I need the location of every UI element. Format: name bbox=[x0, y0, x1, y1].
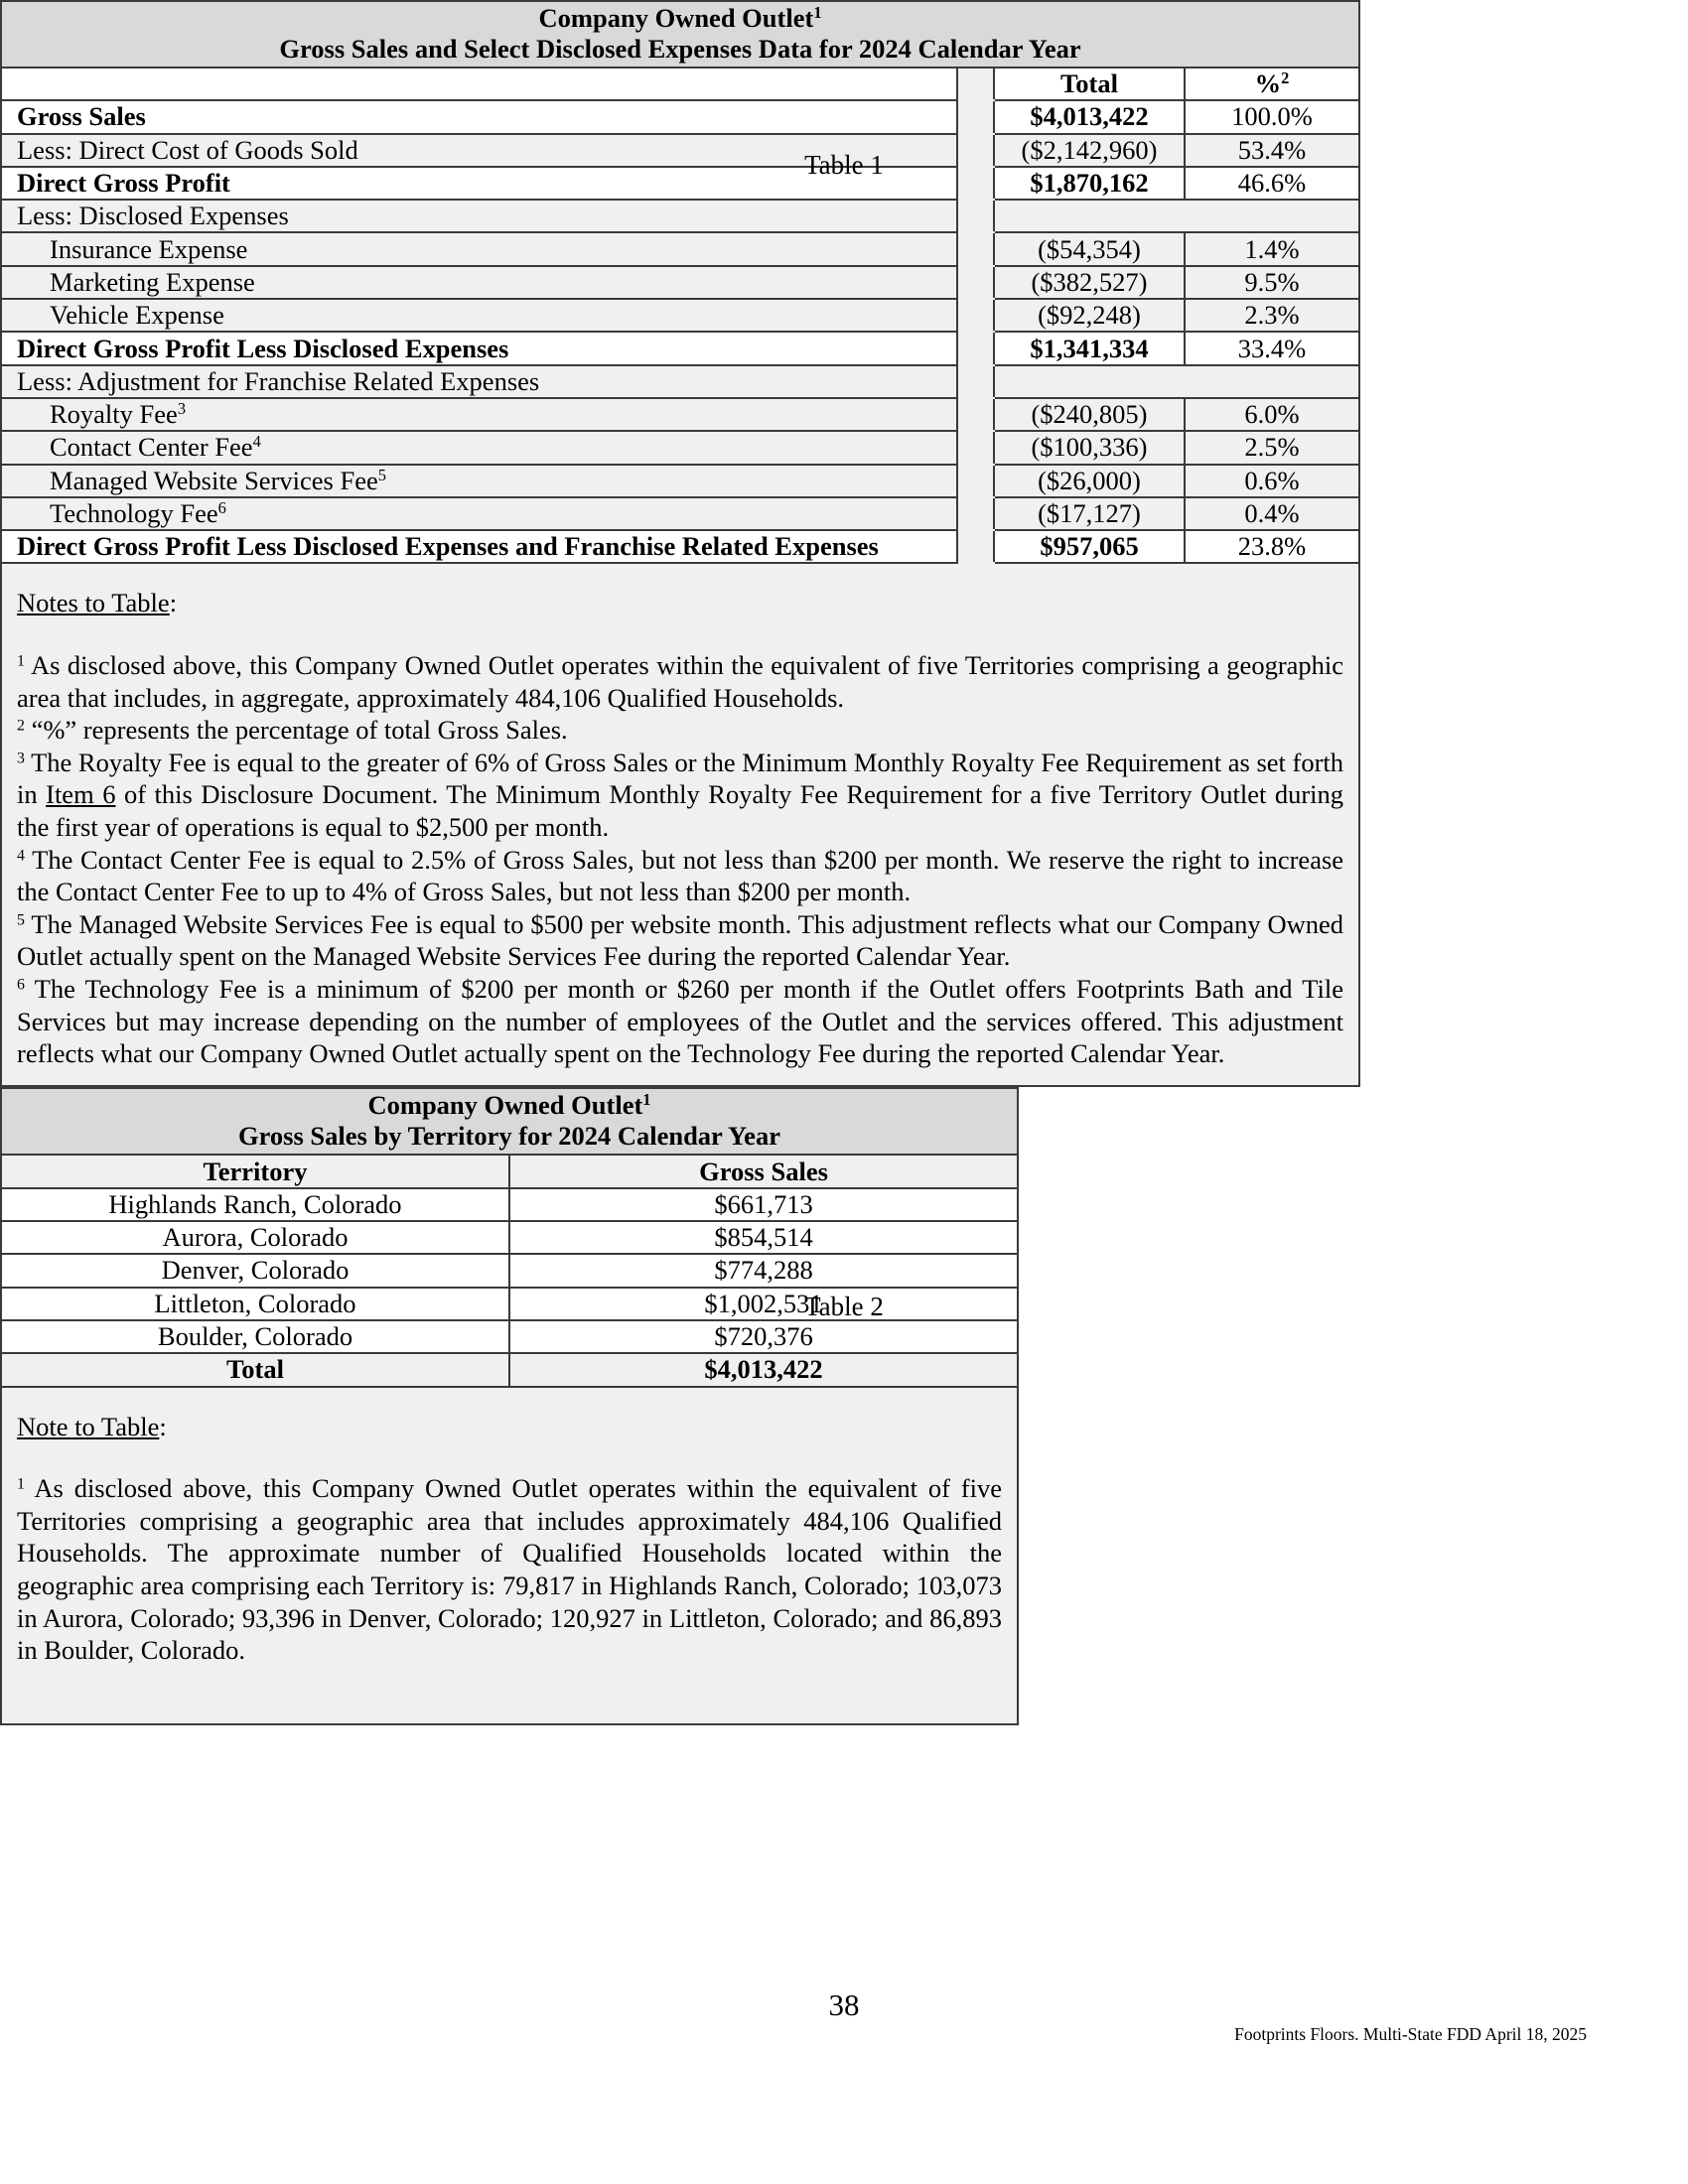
gross-sales-cell: $854,514 bbox=[509, 1221, 1018, 1254]
row-label: Insurance Expense bbox=[1, 232, 957, 265]
column-header-gross-sales: Gross Sales bbox=[509, 1155, 1018, 1187]
total-label: Total bbox=[1, 1353, 509, 1386]
row-label: Direct Gross Profit Less Disclosed Expenses and Franchise Related Expenses bbox=[1, 530, 957, 563]
table-row bbox=[1, 365, 1359, 398]
row-total: ($26,000) bbox=[994, 465, 1185, 497]
spacer-cell bbox=[957, 200, 994, 232]
table1-header-blank bbox=[1, 68, 957, 100]
table-row bbox=[1, 232, 1359, 265]
row-total: $957,065 bbox=[994, 530, 1185, 563]
row-percent: 1.4% bbox=[1185, 232, 1359, 265]
spacer-cell bbox=[957, 431, 994, 464]
footnote: $^2$ “%” represents the percentage of total Gross Sales. bbox=[17, 715, 568, 746]
item-6-link[interactable]: Item 6 bbox=[46, 779, 116, 810]
footnote: $^3$ The Royalty Fee is equal to the greater of 6% of Gross Sales or the Minimum Monthly Royalty Fee Requirement as set forth in Item 6 of this Disclosure Document. The Minimum Monthly Royalty Fee Requirement for a five Territory Outlet during the first year of operations is equal to $2,500 per month. bbox=[17, 747, 1344, 843]
table1-title-line1: Company Owned Outlet bbox=[538, 3, 814, 33]
gross-sales-cell: $774,288 bbox=[509, 1254, 1018, 1287]
table2-title-line2: Gross Sales by Territory for 2024 Calendar Year bbox=[238, 1121, 780, 1152]
territory-cell: Highlands Ranch, Colorado bbox=[1, 1188, 509, 1221]
document-footer: Footprints Floors. Multi-State FDD April 18, 2025 bbox=[1234, 2024, 1587, 2044]
table1-caption: Table 1 bbox=[804, 150, 884, 180]
row-label: Marketing Expense bbox=[1, 266, 957, 299]
notes-title: Notes to Table bbox=[17, 588, 170, 618]
row-label: Vehicle Expense bbox=[1, 299, 957, 332]
table-row bbox=[1, 299, 1359, 332]
table-row bbox=[1, 1320, 1018, 1353]
row-values-empty bbox=[994, 200, 1359, 232]
gross-sales-by-territory-table bbox=[0, 1087, 1019, 1724]
spacer-cell bbox=[957, 365, 994, 398]
territory-cell: Denver, Colorado bbox=[1, 1254, 509, 1287]
row-total: $1,341,334 bbox=[994, 332, 1185, 364]
gross-sales-cell: $720,376 bbox=[509, 1320, 1018, 1353]
table-row bbox=[1, 398, 1359, 431]
gross-sales-cell: $1,002,531 bbox=[509, 1288, 1018, 1320]
row-label: Less: Disclosed Expenses bbox=[1, 200, 957, 232]
row-label: Less: Direct Cost of Goods Sold bbox=[1, 134, 957, 167]
spacer-cell bbox=[957, 497, 994, 530]
territory-cell: Boulder, Colorado bbox=[1, 1320, 509, 1353]
spacer-cell bbox=[957, 266, 994, 299]
table-row bbox=[1, 1254, 1018, 1287]
table-row bbox=[1, 200, 1359, 232]
footnote: $^1$ As disclosed above, this Company Owned Outlet operates within the equivalent of five Territories comprising a geographic area that includes, in aggregate, approximately 484,106 Qualified Households. bbox=[17, 650, 1344, 713]
table1-notes: Notes to Table: $^1$ As disclosed above, this Company Owned Outlet operates within the equivalent of five Territories comprising a geographic area that includes, in aggregate, approximately 484,106 Qualified Households. $^2$ “%” represents the percentage of total Gross Sales. $^3$ The Royalty Fee is equal to the greater of 6% of Gross Sales or the Minimum Monthly Royalty Fee Requirement as set forth in Item 6 of this Disclosure Document. The Minimum Monthly Royalty Fee Requirement for a five Territory Outlet during the first year of operations is equal to $2,500 per month. $^4$ The Contact Center Fee is equal to 2.5% of Gross Sales, but not less than $200 per month. We reserve the right to increase the Contact Center Fee to up to 4% of Gross Sales, but not less than $200 per month. $^5$ The Managed Website Services Fee is equal to $500 per website month. This adjustment reflects what our Company Owned Outlet actually spent on the Managed Website Services Fee during the reported Calendar Year. $^6$ The Technology Fee is a minimum of $200 per month or $260 per month if the Outlet offers Footprints Bath and Tile Services but may increase depending on the number of employees of the Outlet and the services offered. This adjustment reflects what our Company Owned Outlet actually spent on the Technology Fee during the reported Calendar Year. bbox=[1, 563, 1359, 1086]
row-total: ($17,127) bbox=[994, 497, 1185, 530]
row-label: Gross Sales bbox=[1, 100, 957, 133]
row-label: Less: Adjustment for Franchise Related Expenses bbox=[1, 365, 957, 398]
spacer-cell bbox=[957, 100, 994, 133]
total-value: $4,013,422 bbox=[509, 1353, 1018, 1386]
row-total: ($54,354) bbox=[994, 232, 1185, 265]
table-row bbox=[1, 266, 1359, 299]
note-title: Note to Table bbox=[17, 1411, 160, 1441]
row-percent: 46.6% bbox=[1185, 167, 1359, 200]
table-row bbox=[1, 1221, 1018, 1254]
column-header-percent: %$^2$ bbox=[1185, 68, 1359, 100]
gross-sales-cell: $661,713 bbox=[509, 1188, 1018, 1221]
row-label: Direct Gross Profit Less Disclosed Expenses bbox=[1, 332, 957, 364]
table-row bbox=[1, 530, 1359, 563]
footnote-ref: 1 bbox=[813, 2, 822, 22]
table2-notes: Note to Table: $^1$ As disclosed above, this Company Owned Outlet operates within the equivalent of five Territories comprising a geographic area that includes approximately 484,106 Qualified Households. The approximate number of Qualified Households located within the geographic area comprising each Territory is: 79,817 in Highlands Ranch, Colorado; 103,073 in Aurora, Colorado; 93,396 in Denver, Colorado; 120,927 in Littleton, Colorado; and 86,893 in Boulder, Colorado. bbox=[1, 1387, 1018, 1724]
row-percent: 23.8% bbox=[1185, 530, 1359, 563]
table-row bbox=[1, 431, 1359, 464]
row-label: Royalty Fee$^3$ bbox=[1, 398, 957, 431]
footnote-ref: 1 bbox=[642, 1090, 651, 1110]
row-label: Contact Center Fee$^4$ bbox=[1, 431, 957, 464]
table1-title-line2: Gross Sales and Select Disclosed Expenses Data for 2024 Calendar Year bbox=[279, 34, 1081, 64]
table-row bbox=[1, 1188, 1018, 1221]
row-percent: 100.0% bbox=[1185, 100, 1359, 133]
row-percent: 6.0% bbox=[1185, 398, 1359, 431]
table-row bbox=[1, 332, 1359, 364]
row-percent: 53.4% bbox=[1185, 134, 1359, 167]
territory-cell: Aurora, Colorado bbox=[1, 1221, 509, 1254]
table2-caption: Table 2 bbox=[804, 1292, 884, 1321]
row-total: ($92,248) bbox=[994, 299, 1185, 332]
column-header-total: Total bbox=[994, 68, 1185, 100]
row-values-empty bbox=[994, 365, 1359, 398]
spacer-cell bbox=[957, 465, 994, 497]
row-total: ($240,805) bbox=[994, 398, 1185, 431]
row-percent: 33.4% bbox=[1185, 332, 1359, 364]
table-row bbox=[1, 100, 1359, 133]
table2-title bbox=[1, 1088, 1018, 1155]
table2-title-line1: Company Owned Outlet bbox=[367, 1090, 643, 1121]
footnote: $^1$ As disclosed above, this Company Owned Outlet operates within the equivalent of five Territories comprising a geographic area that includes approximately 484,106 Qualified Households. The approximate number of Qualified Households located within the geographic area comprising each Territory is: 79,817 in Highlands Ranch, Colorado; 103,073 in Aurora, Colorado; 93,396 in Denver, Colorado; 120,927 in Littleton, Colorado; and 86,893 in Boulder, Colorado. bbox=[17, 1473, 1002, 1666]
footnotes-list bbox=[17, 649, 1343, 1070]
footnote: $^4$ The Contact Center Fee is equal to 2.5% of Gross Sales, but not less than $200 per month. We reserve the right to increase the Contact Center Fee to up to 4% of Gross Sales, but not less than $200 per month. bbox=[17, 844, 1344, 907]
row-percent: 0.4% bbox=[1185, 497, 1359, 530]
footnote: $^6$ The Technology Fee is a minimum of $200 per month or $260 per month if the Outlet offers Footprints Bath and Tile Services but may increase depending on the number of employees of the Outlet and the services offered. This adjustment reflects what our Company Owned Outlet actually spent on the Technology Fee during the reported Calendar Year. bbox=[17, 973, 1344, 1069]
footnote: $^5$ The Managed Website Services Fee is equal to $500 per website month. This adjustment reflects what our Company Owned Outlet actually spent on the Managed Website Services Fee during the reported Calendar Year. bbox=[17, 908, 1344, 972]
row-percent: 2.3% bbox=[1185, 299, 1359, 332]
territory-cell: Littleton, Colorado bbox=[1, 1288, 509, 1320]
row-percent: 9.5% bbox=[1185, 266, 1359, 299]
row-total: $1,870,162 bbox=[994, 167, 1185, 200]
table-row bbox=[1, 465, 1359, 497]
row-total: $4,013,422 bbox=[994, 100, 1185, 133]
column-header-territory: Territory bbox=[1, 1155, 509, 1187]
row-total: ($2,142,960) bbox=[994, 134, 1185, 167]
table-row bbox=[1, 497, 1359, 530]
row-percent: 0.6% bbox=[1185, 465, 1359, 497]
row-label: Managed Website Services Fee$^5$ bbox=[1, 465, 957, 497]
spacer-cell bbox=[957, 332, 994, 364]
table1-title bbox=[1, 1, 1359, 68]
spacer-cell bbox=[957, 530, 994, 563]
row-total: ($100,336) bbox=[994, 431, 1185, 464]
spacer-cell bbox=[957, 68, 994, 100]
row-total: ($382,527) bbox=[994, 266, 1185, 299]
spacer-cell bbox=[957, 232, 994, 265]
row-label: Technology Fee$^6$ bbox=[1, 497, 957, 530]
row-percent: 2.5% bbox=[1185, 431, 1359, 464]
spacer-cell bbox=[957, 398, 994, 431]
row-label: Direct Gross Profit bbox=[1, 167, 957, 200]
spacer-cell bbox=[957, 299, 994, 332]
page-number: 38 bbox=[828, 1987, 860, 2022]
